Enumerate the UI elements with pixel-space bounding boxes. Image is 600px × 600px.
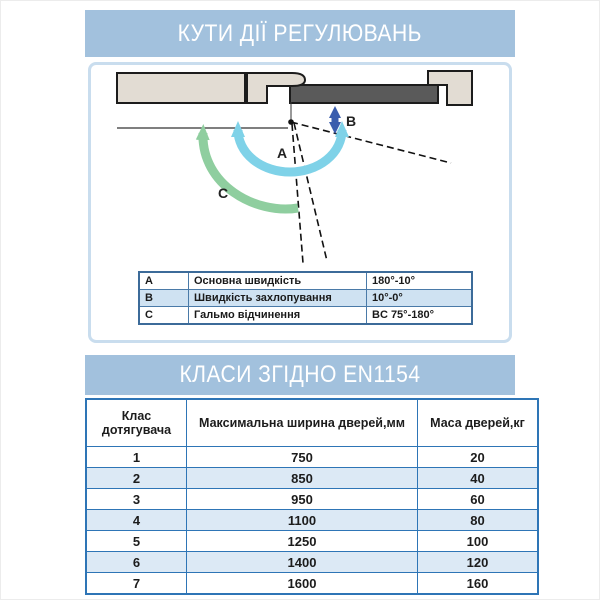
class-value: 4 (86, 510, 187, 531)
classes-row-4 (86, 510, 538, 531)
adjustment-range: 180°-10° (367, 272, 473, 290)
section-classes-banner (85, 355, 515, 395)
door-position-dashed-line-10deg (291, 122, 451, 163)
class-value: 2 (86, 468, 187, 489)
adjustment-row-a (139, 272, 472, 290)
pivot-point (288, 119, 294, 125)
wall-left (117, 73, 245, 103)
door-position-dashed-line-75deg (294, 123, 327, 261)
classes-row-3 (86, 489, 538, 510)
adjustment-name: Гальмо відчинення (189, 307, 367, 325)
adjustment-range: 10°-0° (367, 290, 473, 307)
mass-value: 80 (418, 510, 539, 531)
class-value: 1 (86, 447, 187, 468)
header-closer-class: Клас дотягувача (86, 399, 187, 447)
classes-header-row (86, 399, 538, 447)
adjustment-name: Основна швидкість (189, 272, 367, 290)
classes-row-5 (86, 531, 538, 552)
class-value: 5 (86, 531, 187, 552)
adjustment-row-c (139, 307, 472, 325)
arrow-a-main-speed (238, 130, 342, 172)
door-position-dashed-line-90deg (292, 124, 303, 263)
door-leaf (290, 85, 438, 103)
mass-value: 60 (418, 489, 539, 510)
en1154-classes-table (85, 398, 539, 595)
classes-row-6 (86, 552, 538, 573)
adjustment-name: Швидкість захлопування (189, 290, 367, 307)
mass-value: 20 (418, 447, 539, 468)
width-value: 1250 (187, 531, 418, 552)
section-classes-title: КЛАСИ ЗГІДНО EN1154 (179, 361, 421, 388)
class-value: 6 (86, 552, 187, 573)
classes-row-7 (86, 573, 538, 595)
header-door-mass: Маса дверей,кг (418, 399, 539, 447)
width-value: 850 (187, 468, 418, 489)
mass-value: 120 (418, 552, 539, 573)
adjustment-row-b (139, 290, 472, 307)
diagram-label-b: B (346, 113, 357, 129)
door-angles-panel (88, 62, 512, 343)
door-closer-angles-diagram (91, 65, 509, 270)
class-value: 3 (86, 489, 187, 510)
class-value: 7 (86, 573, 187, 595)
width-value: 1400 (187, 552, 418, 573)
section-angles-banner (85, 10, 515, 57)
diagram-label-a: A (277, 145, 288, 161)
mass-value: 100 (418, 531, 539, 552)
section-angles-title: КУТИ ДІЇ РЕГУЛЮВАНЬ (177, 20, 423, 47)
width-value: 1600 (187, 573, 418, 595)
mass-value: 160 (418, 573, 539, 595)
adjustment-key: C (139, 307, 189, 325)
classes-row-1 (86, 447, 538, 468)
adjustment-key: A (139, 272, 189, 290)
header-max-door-width: Максимальна ширина дверей,мм (187, 399, 418, 447)
classes-row-2 (86, 468, 538, 489)
adjustment-range: BC 75°-180° (367, 307, 473, 325)
mass-value: 40 (418, 468, 539, 489)
width-value: 950 (187, 489, 418, 510)
width-value: 750 (187, 447, 418, 468)
adjustment-key: B (139, 290, 189, 307)
diagram-label-c: C (218, 185, 229, 201)
width-value: 1100 (187, 510, 418, 531)
adjustment-table (138, 271, 473, 325)
